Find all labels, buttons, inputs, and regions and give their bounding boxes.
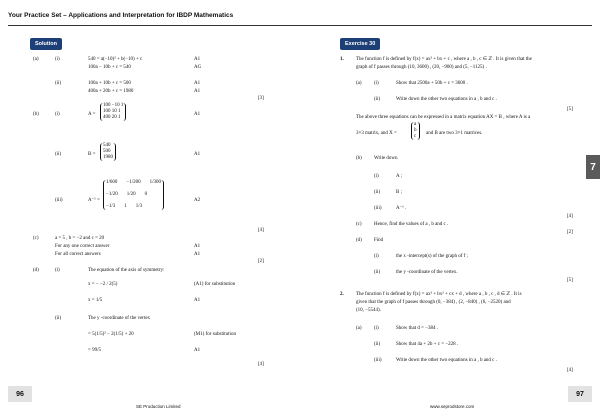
mark: A2: [194, 198, 201, 203]
mark: A1: [194, 57, 201, 62]
c-note1: For any one correct answer: [55, 244, 110, 249]
header-rule: [8, 25, 592, 26]
part-d-ii: (ii): [55, 316, 62, 321]
q1-text1: The function f is defined by f(x) = ax² + bx + c , where a , b , c ∈ ℤ . It is given that the: [356, 57, 532, 62]
q1-b-iii-text: A⁻¹ .: [396, 206, 407, 211]
part-c-label: (c): [33, 236, 39, 241]
part-a-i: (i): [55, 57, 60, 62]
total-mark: [2]: [258, 259, 264, 264]
q2-a-i: (i): [374, 326, 379, 331]
matrix-a: 100 −10 1 100 10 1 400 20 1: [100, 103, 126, 121]
d-i-text: The equation of the axis of symmetry:: [88, 268, 165, 273]
chapter-tab: 7: [586, 155, 600, 179]
q2-a-ii: (ii): [374, 342, 381, 347]
find: Find: [374, 238, 384, 243]
q1-part-c: (c): [356, 222, 362, 227]
exercise-badge: Exercise 30: [340, 38, 380, 50]
q2-text2: given that the graph of f passes through (0, −384) , (2, −840) , (6, −2520) and: [356, 300, 511, 305]
q1-c-text: Hence, find the values of a , b and c .: [374, 222, 449, 227]
matrix-text3: and B are two 3×1 matrices.: [426, 131, 483, 136]
total-mark: [5]: [567, 278, 573, 283]
q1-b-ii-text: B ;: [396, 190, 402, 195]
a-i-line2: 100a − 10b + c = 540: [88, 65, 131, 70]
q2-text1: The function f is defined by f(x) = ax³ + bx² + cx + d , where a , b , c , d ∈ ℤ . It is: [356, 292, 522, 297]
q1-a-i: (i): [374, 81, 379, 86]
question-2-number: 2.: [340, 292, 344, 297]
q1-text2: graph of f passes through (10, 3600) , (20, −900) and (5, −1125) .: [356, 65, 487, 70]
matrix-text1: The above three equations can be expressed in a matrix equation AX = B , where A is a: [356, 115, 531, 120]
q2-part-a: (a): [356, 326, 362, 331]
mark: (A1) for substitution: [194, 282, 236, 287]
part-d-label: (d): [33, 268, 39, 273]
d-ii-text: The y -coordinate of the vertex: [88, 316, 151, 321]
total-mark: [2]: [567, 230, 573, 235]
total-mark: [4]: [567, 214, 573, 219]
question-1-number: 1.: [340, 57, 344, 62]
mark: A1: [194, 348, 201, 353]
running-header: Your Practice Set – Applications and Interpretation for IBDP Mathematics: [8, 12, 234, 19]
total-mark: [4]: [567, 368, 573, 373]
inverse-matrix: 1/600 −1/200 1/300 −1/20 1/20 0 −1/3 1 1/3: [103, 180, 164, 210]
a-ii-line1: 100a + 10b + c = 500: [88, 81, 131, 86]
mark: (M1) for substitution: [194, 332, 236, 337]
d-y1: = 5(1/5)² − 2(1/5) + 20: [88, 332, 134, 337]
mark: A1: [194, 152, 201, 157]
q1-d-i-text: the x -intercept(s) of the graph of f ;: [396, 254, 468, 259]
matrix-text2: 3×3 matrix, and X =: [356, 131, 397, 136]
mark: A1: [194, 252, 201, 257]
q1-b-i: (i): [374, 174, 379, 179]
page-number-right: 97: [568, 386, 592, 402]
c-note2: For all correct answers: [55, 252, 101, 257]
part-b-ii: (ii): [55, 152, 62, 157]
mark: A1: [194, 112, 201, 117]
q1-a-ii: (ii): [374, 97, 381, 102]
matrix-a-label: A =: [88, 112, 96, 117]
matrix-b: 540 500 1980: [100, 143, 116, 161]
mark: A1: [194, 89, 201, 94]
q2-a-ii-text: Show that 4a + 2b + c = −228 .: [396, 342, 459, 347]
mark: A1: [194, 81, 201, 86]
mark: A1: [194, 244, 201, 249]
footer-right: www.seprodstore.com: [430, 404, 475, 409]
page-number-left: 96: [8, 386, 32, 402]
part-a-ii: (ii): [55, 81, 62, 86]
c-answer: a = 5 , b = −2 and c = 20: [55, 236, 105, 241]
q2-a-iii: (iii): [374, 358, 382, 363]
footer-left: SE Production Limited: [136, 404, 181, 409]
d-y2: = 99/5: [88, 348, 101, 353]
q1-part-b: (b): [356, 156, 362, 161]
part-b-iii: (iii): [55, 198, 63, 203]
write-down: Write down: [374, 156, 398, 161]
d-x1: x = − −2 / 2(5): [88, 282, 118, 287]
q1-b-ii: (ii): [374, 190, 381, 195]
q2-text3: (10, −5544).: [356, 308, 381, 313]
part-b-label: (b): [33, 112, 39, 117]
q2-a-i-text: Show that d = −384 .: [396, 326, 439, 331]
q1-d-ii: (ii): [374, 270, 381, 275]
total-mark: [4]: [258, 228, 264, 233]
q1-d-ii-text: the y -coordinate of the vertex.: [396, 270, 458, 275]
matrix-x: a b c: [411, 122, 420, 140]
q1-part-a: (a): [356, 81, 362, 86]
matrix-b-label: B =: [88, 152, 96, 157]
a-ii-line2: 400a + 20b + c = 1980: [88, 89, 134, 94]
part-d-i: (i): [55, 268, 60, 273]
d-x2: x = 1/5: [88, 298, 103, 303]
inverse-label: A⁻¹ =: [88, 198, 100, 203]
part-a-label: (a): [33, 57, 39, 62]
q2-a-iii-text: Write down the other two equations in a , b and c .: [396, 358, 497, 363]
part-b-i: (i): [55, 112, 60, 117]
mark: A1: [194, 298, 201, 303]
q1-a-ii-text: Write down the other two equations in a , b and c .: [396, 97, 497, 102]
solution-badge: Solution: [30, 38, 62, 50]
mark: AG: [194, 65, 202, 70]
q1-a-i-text: Show that 2500a + 50b + c = 3600 .: [396, 81, 468, 86]
total-mark: [5]: [567, 107, 573, 112]
a-i-line1: 540 = a(−10)² + b(−10) + c: [88, 57, 143, 62]
q1-b-iii: (iii): [374, 206, 382, 211]
q1-d-i: (i): [374, 254, 379, 259]
q1-part-d: (d): [356, 238, 362, 243]
total-mark: [3]: [258, 96, 264, 101]
total-mark: [4]: [258, 362, 264, 367]
q1-b-i-text: A ;: [396, 174, 402, 179]
